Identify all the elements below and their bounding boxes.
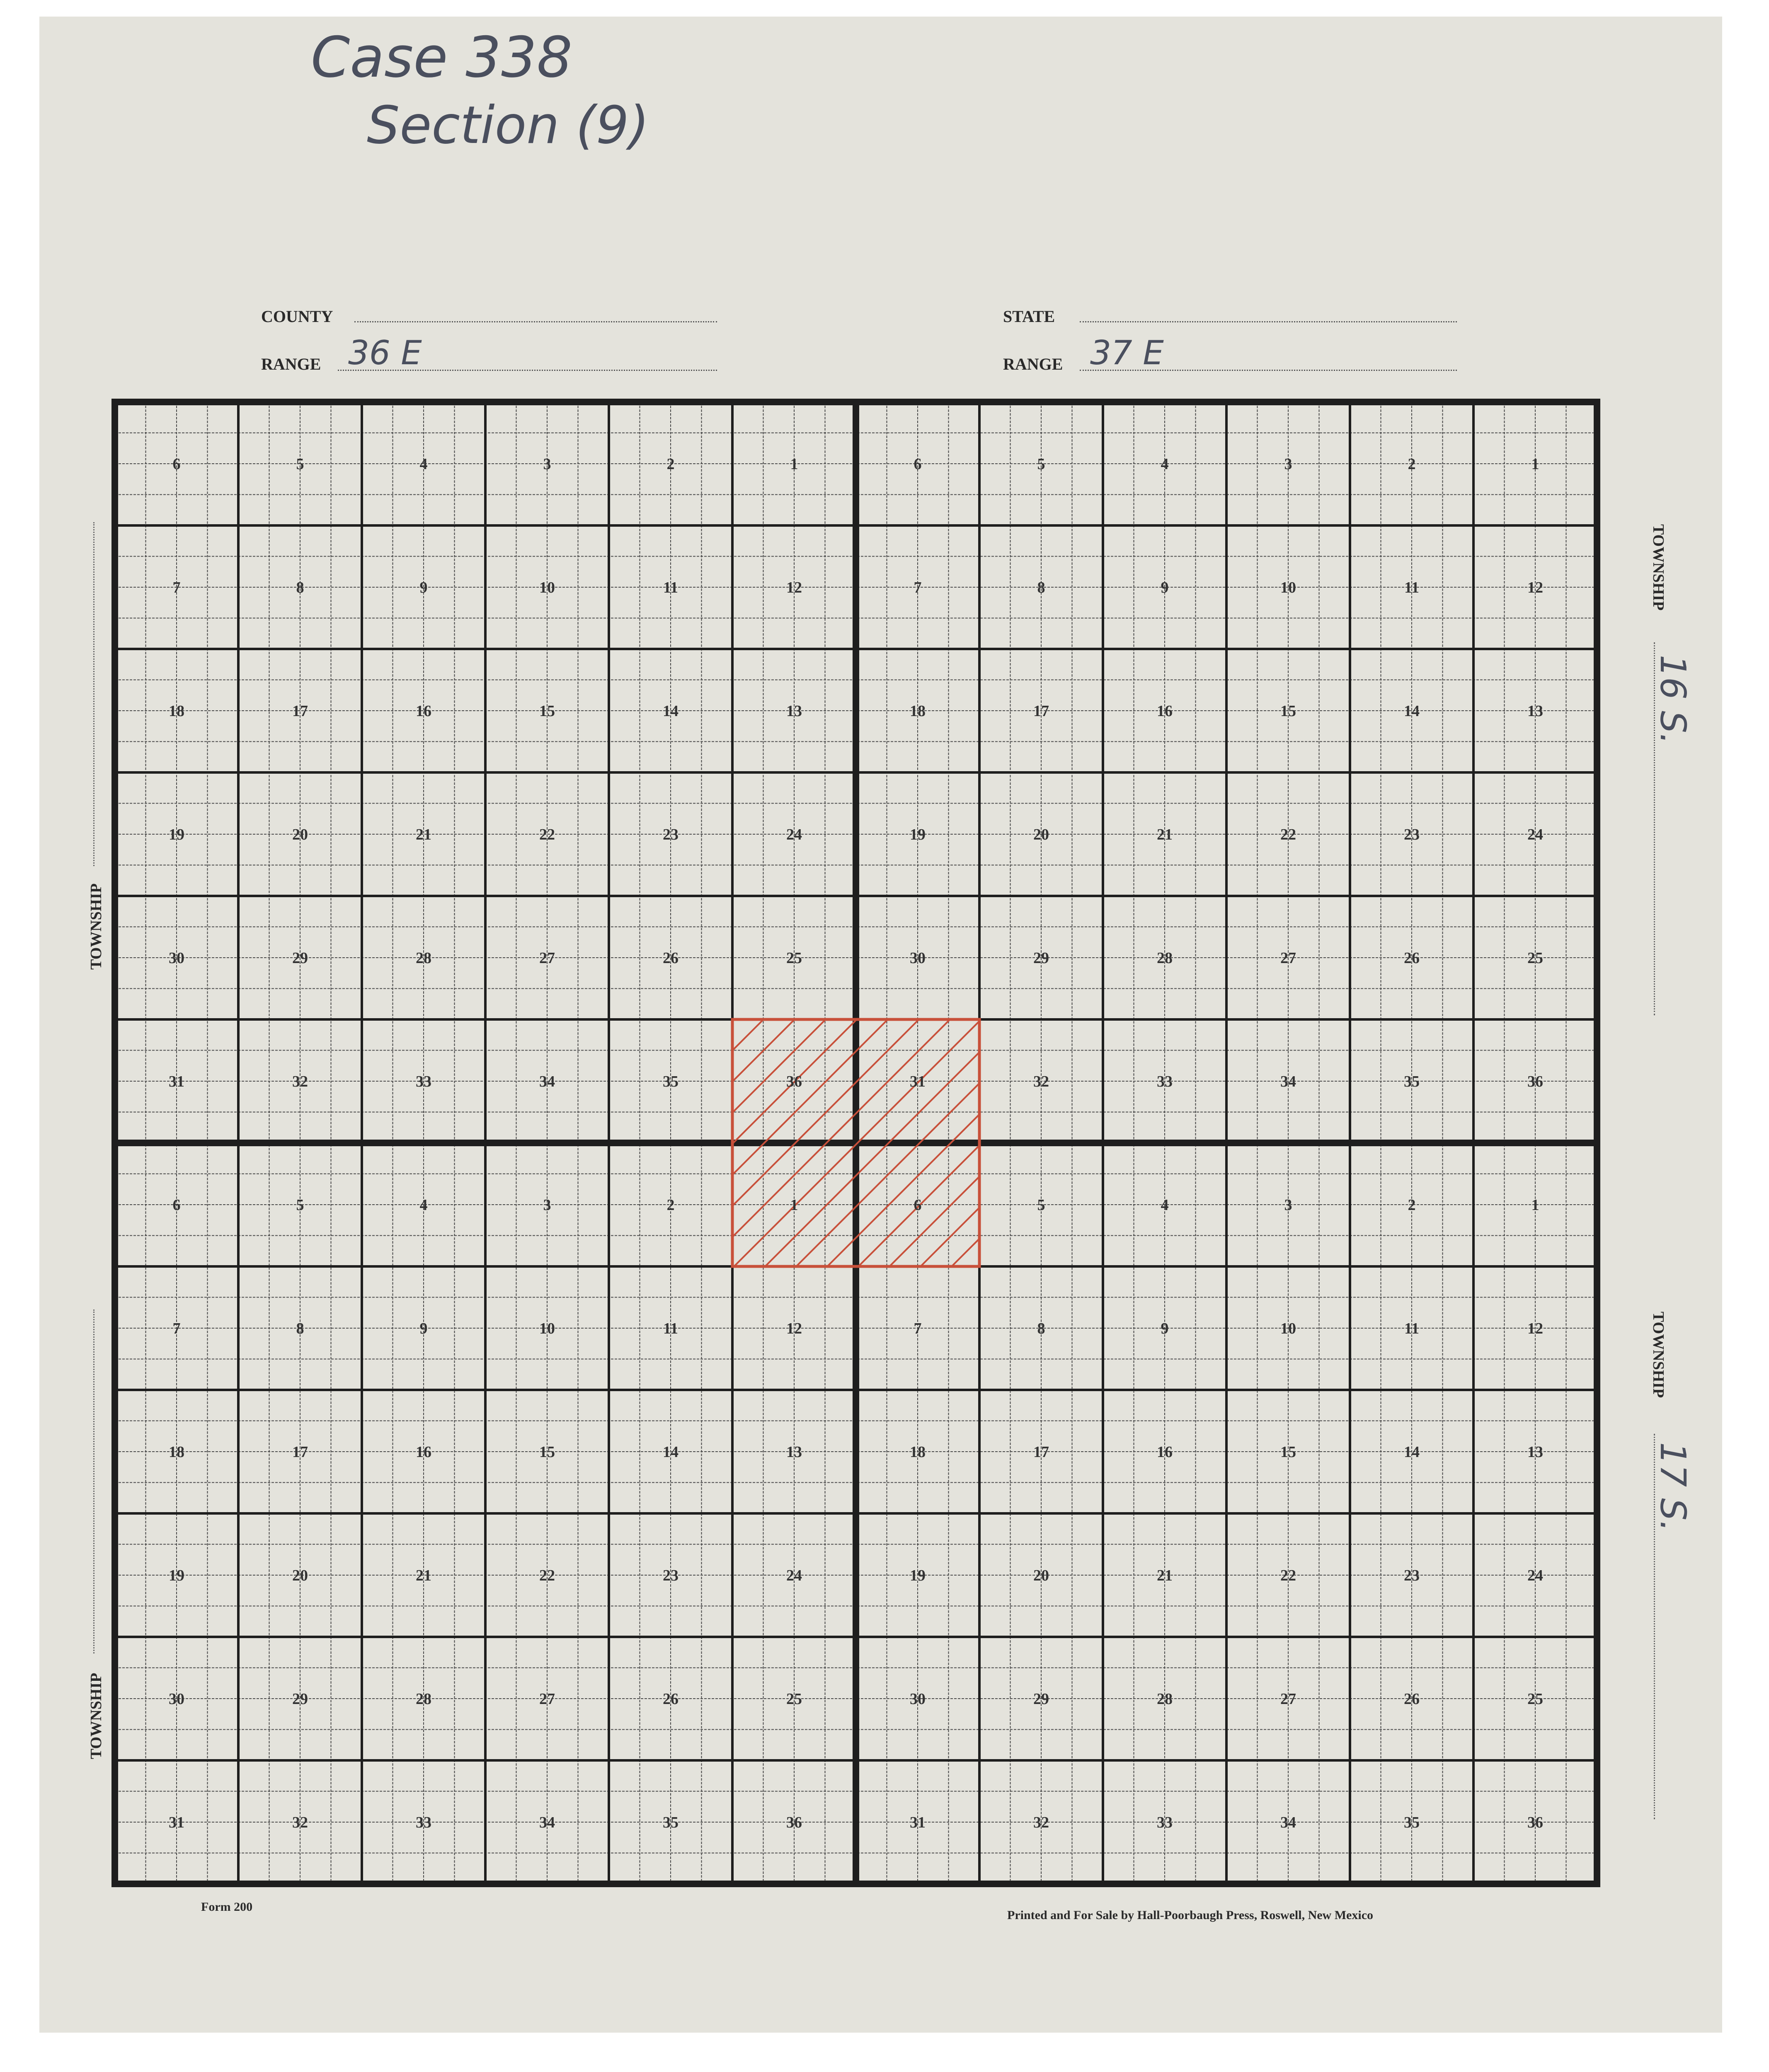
section-number: 13 — [1527, 702, 1543, 720]
township-label-left-lower: TOWNSHIP — [87, 1673, 105, 1759]
section-number: 4 — [1161, 455, 1169, 473]
township-grid — [39, 17, 1722, 2033]
form-number: Form 200 — [201, 1900, 253, 1914]
section-number: 28 — [1157, 1690, 1173, 1708]
township-label-left-upper: TOWNSHIP — [87, 883, 105, 970]
section-number: 12 — [786, 579, 802, 596]
section-number: 17 — [292, 1443, 308, 1461]
section-number: 13 — [1527, 1443, 1543, 1461]
section-number: 26 — [663, 949, 679, 967]
section-number: 17 — [1033, 702, 1049, 720]
township-label-right-lower: TOWNSHIP — [1650, 1312, 1667, 1398]
section-number: 16 — [416, 1443, 431, 1461]
section-number: 3 — [543, 1196, 551, 1214]
section-number: 21 — [416, 1567, 431, 1584]
section-number: 23 — [1404, 826, 1420, 843]
section-number: 34 — [539, 1073, 555, 1090]
section-number: 30 — [910, 1690, 926, 1708]
section-number: 12 — [1527, 1320, 1543, 1337]
section-number: 4 — [419, 455, 428, 473]
township-upper-handwritten: 16 S. — [1652, 655, 1693, 745]
section-number: 15 — [1280, 1443, 1296, 1461]
section-number: 27 — [539, 1690, 555, 1708]
section-number: 11 — [1404, 1320, 1419, 1337]
section-number: 36 — [1527, 1814, 1543, 1831]
section-number: 35 — [663, 1073, 679, 1090]
range-label-left: RANGE — [261, 355, 321, 373]
case-number-handwritten: Case 338 — [311, 25, 572, 90]
section-number: 34 — [539, 1814, 555, 1831]
section-number: 22 — [1280, 826, 1296, 843]
section-number: 20 — [1033, 826, 1049, 843]
section-number: 21 — [416, 826, 431, 843]
section-number: 31 — [910, 1073, 926, 1090]
section-number: 7 — [914, 579, 922, 596]
range-right-handwritten: 37 E — [1090, 334, 1164, 372]
section-number: 23 — [663, 1567, 679, 1584]
section-number: 26 — [663, 1690, 679, 1708]
section-number: 28 — [1157, 949, 1173, 967]
section-number: 30 — [169, 1690, 184, 1708]
section-number: 1 — [790, 455, 798, 473]
section-number: 13 — [786, 1443, 802, 1461]
section-number: 28 — [416, 1690, 431, 1708]
section-number: 16 — [1157, 1443, 1173, 1461]
section-number: 35 — [1404, 1814, 1420, 1831]
section-number: 4 — [1161, 1196, 1169, 1214]
section-number: 2 — [1408, 455, 1416, 473]
section-number: 22 — [539, 1567, 555, 1584]
range-label-right: RANGE — [1003, 355, 1063, 373]
section-number: 25 — [786, 1690, 802, 1708]
section-number: 32 — [1033, 1814, 1049, 1831]
township-field-line-left-upper — [93, 522, 95, 866]
section-number: 27 — [1280, 949, 1296, 967]
section-number: 9 — [419, 579, 428, 596]
section-number: 25 — [786, 949, 802, 967]
county-label: COUNTY — [261, 307, 333, 326]
section-number: 9 — [1161, 1320, 1169, 1337]
section-number: 20 — [292, 826, 308, 843]
section-handwritten: Section (9) — [367, 95, 649, 155]
section-number: 14 — [1404, 702, 1420, 720]
section-number: 5 — [1037, 455, 1045, 473]
section-number: 2 — [666, 1196, 675, 1214]
section-number: 12 — [1527, 579, 1543, 596]
section-number: 33 — [1157, 1814, 1173, 1831]
section-number: 6 — [172, 1196, 181, 1214]
township-field-line-left-lower — [93, 1310, 95, 1653]
section-number: 28 — [416, 949, 431, 967]
section-number: 33 — [416, 1814, 431, 1831]
section-number: 32 — [292, 1814, 308, 1831]
section-number: 21 — [1157, 1567, 1173, 1584]
state-label: STATE — [1003, 307, 1055, 326]
section-number: 24 — [1527, 1567, 1543, 1584]
section-number: 31 — [910, 1814, 926, 1831]
section-number: 17 — [1033, 1443, 1049, 1461]
section-number: 3 — [1284, 1196, 1292, 1214]
section-number: 3 — [543, 455, 551, 473]
section-number: 18 — [910, 702, 926, 720]
section-number: 3 — [1284, 455, 1292, 473]
section-number: 11 — [1404, 579, 1419, 596]
section-number: 29 — [1033, 949, 1049, 967]
section-number: 36 — [1527, 1073, 1543, 1090]
section-number: 35 — [663, 1814, 679, 1831]
section-number: 27 — [539, 949, 555, 967]
section-number: 11 — [663, 579, 678, 596]
section-number: 33 — [416, 1073, 431, 1090]
section-number: 23 — [1404, 1567, 1420, 1584]
printer-imprint: Printed and For Sale by Hall-Poorbaugh Press, Roswell, New Mexico — [1007, 1908, 1374, 1922]
section-number: 10 — [539, 1320, 555, 1337]
section-number: 25 — [1527, 1690, 1543, 1708]
section-number: 19 — [169, 826, 184, 843]
section-number: 7 — [172, 1320, 181, 1337]
section-number: 36 — [786, 1073, 802, 1090]
section-number: 15 — [539, 1443, 555, 1461]
section-number: 30 — [169, 949, 184, 967]
section-number: 29 — [292, 1690, 308, 1708]
section-number: 31 — [169, 1073, 184, 1090]
section-number: 11 — [663, 1320, 678, 1337]
section-number: 30 — [910, 949, 926, 967]
section-number: 25 — [1527, 949, 1543, 967]
section-number: 32 — [292, 1073, 308, 1090]
section-number: 5 — [296, 455, 304, 473]
section-number: 4 — [419, 1196, 428, 1214]
section-number: 32 — [1033, 1073, 1049, 1090]
section-number: 29 — [292, 949, 308, 967]
section-number: 23 — [663, 826, 679, 843]
section-number: 15 — [1280, 702, 1296, 720]
section-number: 18 — [169, 1443, 184, 1461]
section-number: 5 — [1037, 1196, 1045, 1214]
section-number: 7 — [914, 1320, 922, 1337]
section-number: 34 — [1280, 1073, 1296, 1090]
section-number: 22 — [1280, 1567, 1296, 1584]
section-number: 14 — [663, 702, 679, 720]
section-number: 35 — [1404, 1073, 1420, 1090]
section-number: 8 — [296, 579, 304, 596]
section-number: 6 — [914, 1196, 922, 1214]
section-number: 5 — [296, 1196, 304, 1214]
section-number: 18 — [169, 702, 184, 720]
section-number: 14 — [1404, 1443, 1420, 1461]
section-number: 13 — [786, 702, 802, 720]
section-number: 10 — [1280, 579, 1296, 596]
section-number: 6 — [914, 455, 922, 473]
section-number: 18 — [910, 1443, 926, 1461]
section-number: 9 — [419, 1320, 428, 1337]
section-number: 19 — [910, 1567, 926, 1584]
range-left-handwritten: 36 E — [348, 334, 422, 372]
section-number: 7 — [172, 579, 181, 596]
section-number: 8 — [1037, 579, 1045, 596]
section-number: 26 — [1404, 1690, 1420, 1708]
section-number: 29 — [1033, 1690, 1049, 1708]
section-number: 1 — [1531, 455, 1539, 473]
section-number: 36 — [786, 1814, 802, 1831]
section-number: 19 — [910, 826, 926, 843]
section-number: 20 — [1033, 1567, 1049, 1584]
section-number: 1 — [790, 1196, 798, 1214]
section-number: 10 — [1280, 1320, 1296, 1337]
section-number: 2 — [666, 455, 675, 473]
section-number: 12 — [786, 1320, 802, 1337]
section-number: 19 — [169, 1567, 184, 1584]
section-number: 24 — [1527, 826, 1543, 843]
section-number: 22 — [539, 826, 555, 843]
section-number: 16 — [1157, 702, 1173, 720]
section-number: 27 — [1280, 1690, 1296, 1708]
section-number: 21 — [1157, 826, 1173, 843]
section-number: 15 — [539, 702, 555, 720]
section-number: 2 — [1408, 1196, 1416, 1214]
section-number: 1 — [1531, 1196, 1539, 1214]
section-number: 24 — [786, 826, 802, 843]
section-number: 8 — [296, 1320, 304, 1337]
section-number: 16 — [416, 702, 431, 720]
section-number: 31 — [169, 1814, 184, 1831]
section-number: 6 — [172, 455, 181, 473]
section-number: 34 — [1280, 1814, 1296, 1831]
section-number: 24 — [786, 1567, 802, 1584]
plat-sheet — [39, 17, 1722, 2033]
section-number: 10 — [539, 579, 555, 596]
section-number: 17 — [292, 702, 308, 720]
section-number: 9 — [1161, 579, 1169, 596]
section-number: 14 — [663, 1443, 679, 1461]
township-lower-handwritten: 17 S. — [1652, 1442, 1693, 1532]
section-number: 33 — [1157, 1073, 1173, 1090]
township-label-right-upper: TOWNSHIP — [1650, 524, 1667, 611]
section-number: 20 — [292, 1567, 308, 1584]
section-number: 26 — [1404, 949, 1420, 967]
section-number: 8 — [1037, 1320, 1045, 1337]
